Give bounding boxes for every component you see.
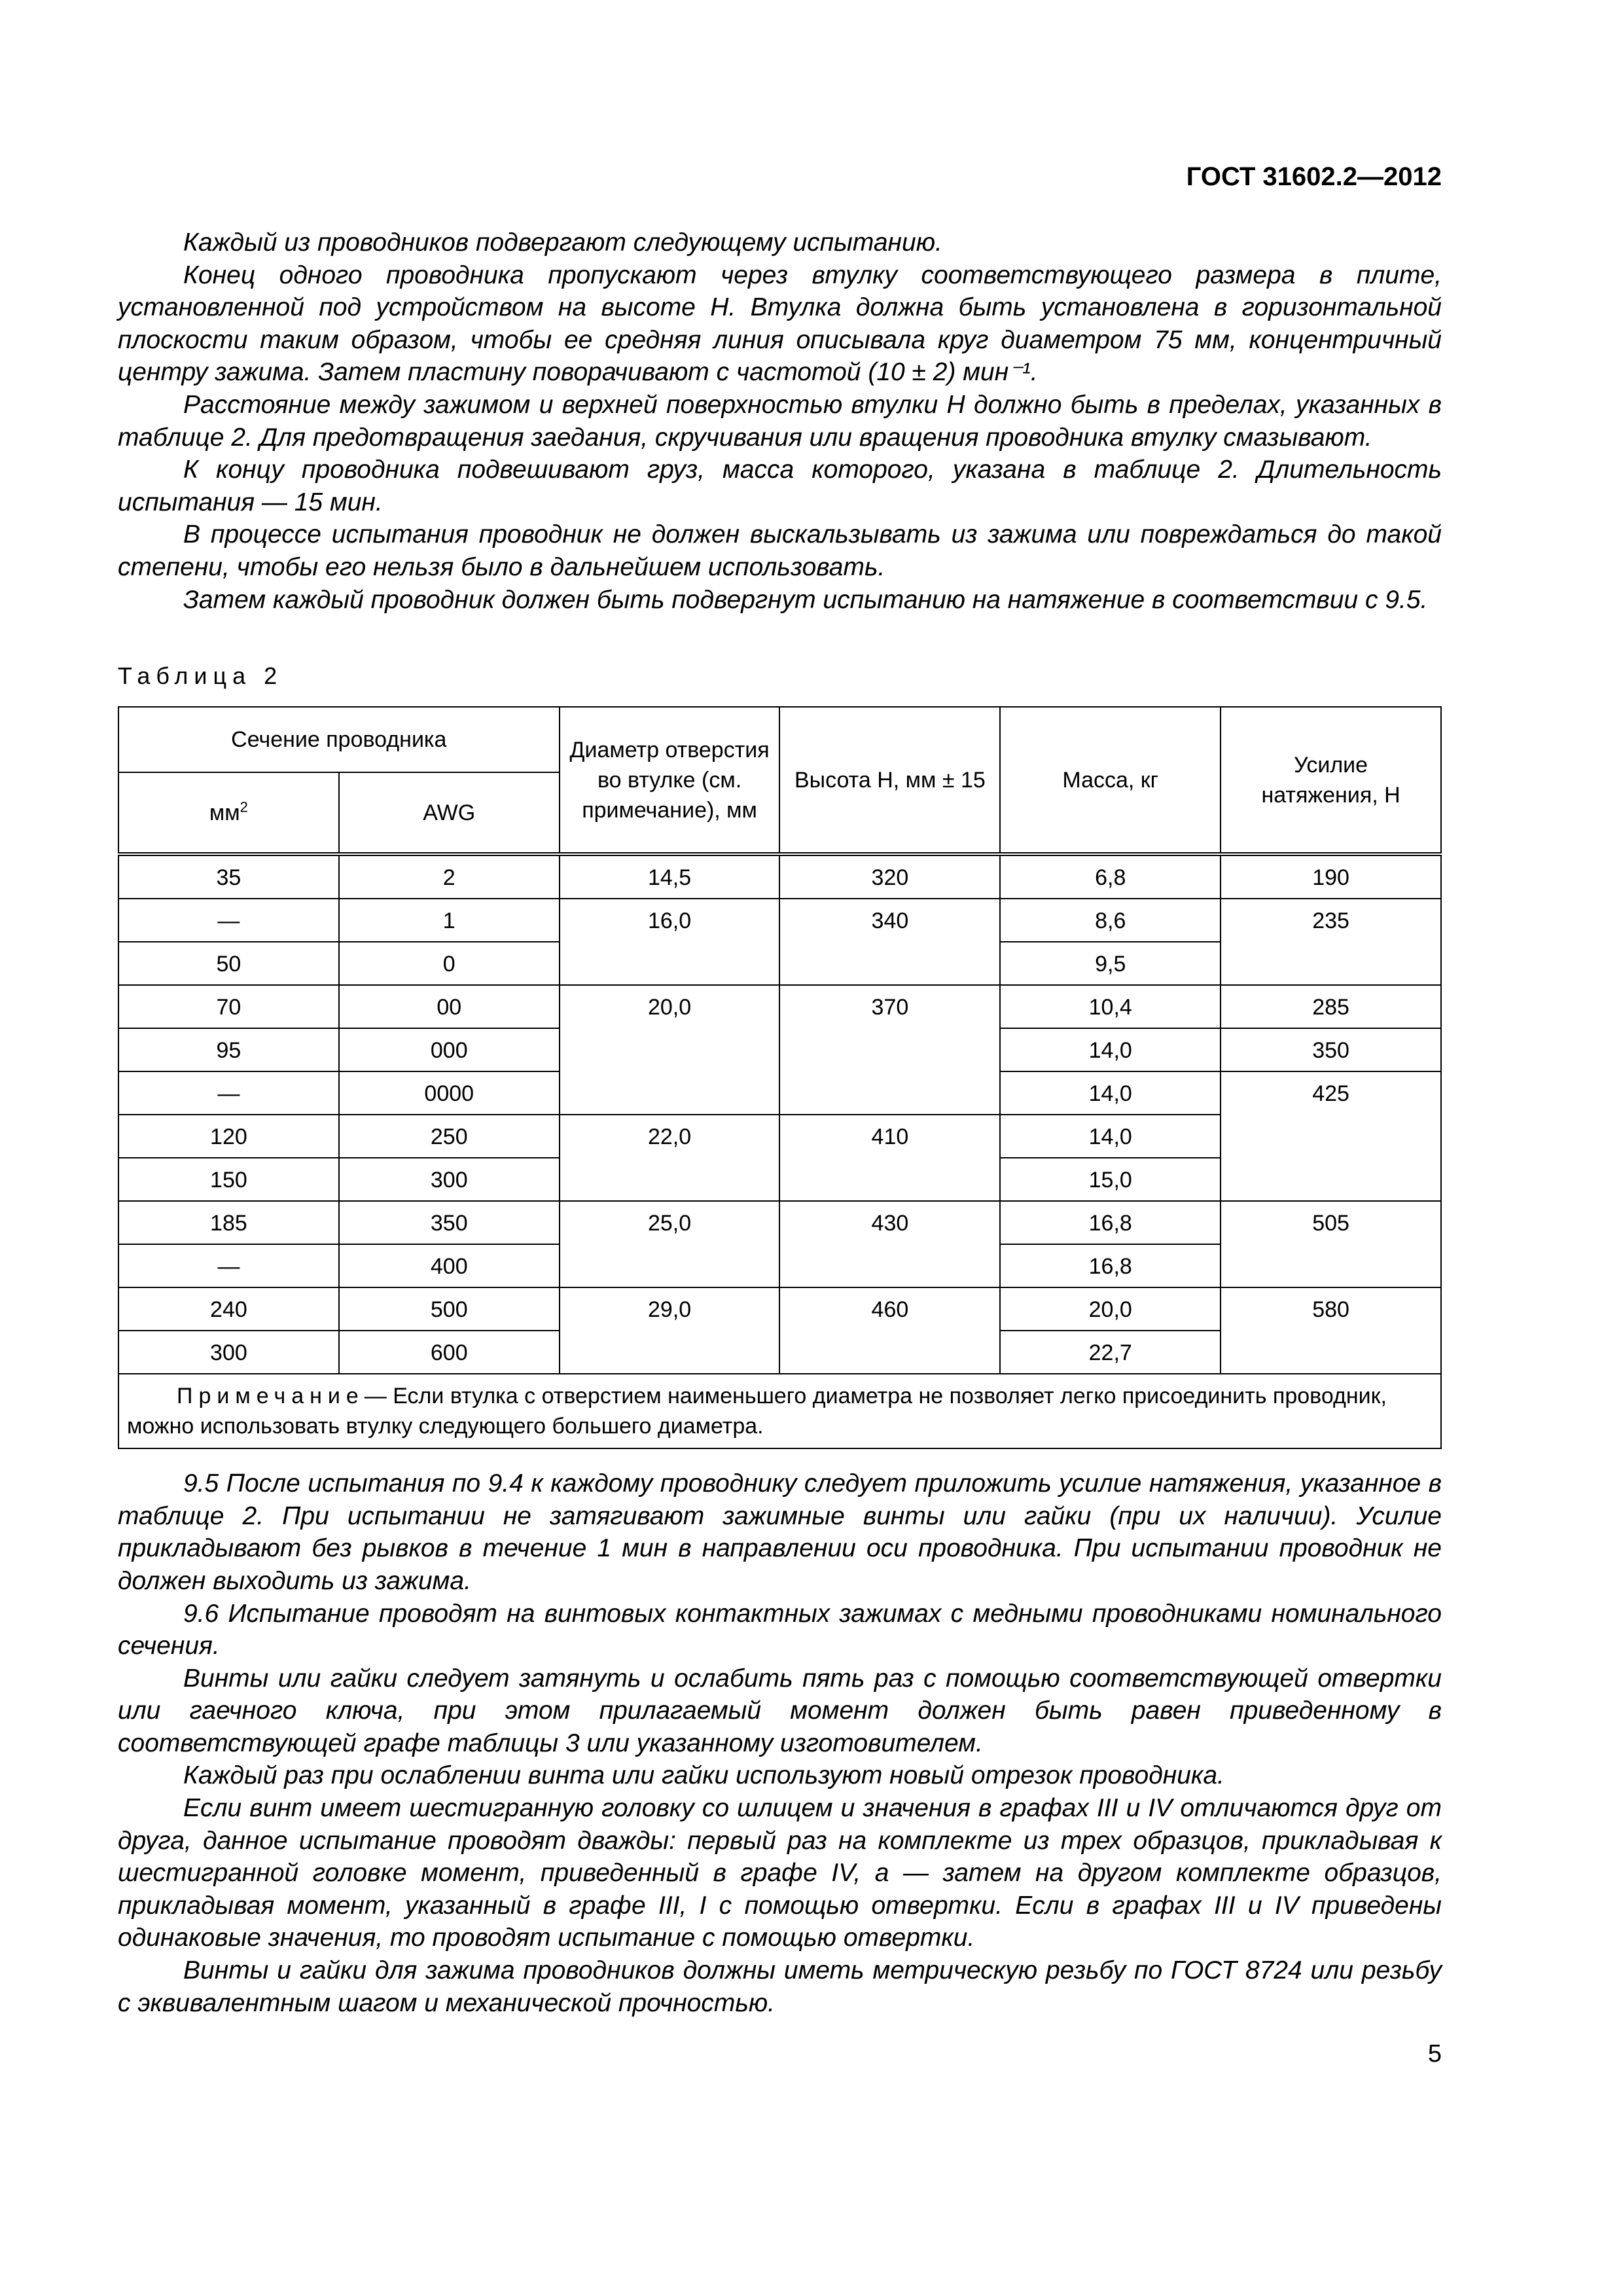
paragraph: Каждый из проводников подвергают следующему испытанию.: [183, 228, 942, 257]
cell-awg: 350: [339, 1201, 560, 1244]
superscript: 2: [240, 798, 248, 816]
paragraph: Расстояние между зажимом и верхней поверхностью втулки H должно быть в пределах, указанных в таблице 2. Для предотвращения заедания, скручивания или вращения проводника втулку смазывают.: [118, 390, 1442, 452]
cell-mm2: 35: [118, 854, 339, 899]
cell-force: 425: [1221, 1071, 1441, 1201]
cell-mm2: 150: [118, 1158, 339, 1201]
header-section: Сечение проводника: [118, 707, 560, 772]
cell-diameter: 20,0: [560, 985, 780, 1115]
cell-force: 505: [1221, 1201, 1441, 1287]
cell-mm2: 70: [118, 985, 339, 1028]
top-text: [118, 226, 1442, 616]
bottom-text: [118, 1467, 1442, 2019]
table-2: [118, 706, 1442, 1449]
cell-awg: 000: [339, 1028, 560, 1071]
cell-mass: 9,5: [1000, 942, 1221, 985]
table-row: [118, 854, 1441, 899]
cell-mm2: —: [118, 899, 339, 942]
table-note: [118, 1374, 1441, 1448]
cell-mass: 16,8: [1000, 1244, 1221, 1287]
cell-awg: 300: [339, 1158, 560, 1201]
cell-awg: 500: [339, 1287, 560, 1331]
header-diameter: Диаметр отверстия во втулке (см. примечание), мм: [560, 707, 780, 854]
cell-awg: 1: [339, 899, 560, 942]
cell-awg: 0000: [339, 1071, 560, 1115]
cell-force: 580: [1221, 1287, 1441, 1374]
paragraph: В процессе испытания проводник не должен выскальзывать из зажима или повреждаться до такой степени, чтобы его нельзя было в дальнейшем использовать.: [118, 520, 1442, 581]
paragraph: К концу проводника подвешивают груз, масса которого, указана в таблице 2. Длительность испытания — 15 мин.: [118, 456, 1442, 516]
cell-mass: 6,8: [1000, 854, 1221, 899]
paragraph: Каждый раз при ослаблении винта или гайки используют новый отрезок проводника.: [183, 1761, 1224, 1790]
cell-mm2: 300: [118, 1331, 339, 1374]
cell-force: 350: [1221, 1028, 1441, 1071]
cell-height: 320: [779, 854, 1000, 899]
paragraph: Винты или гайки следует затянуть и ослабить пять раз с помощью соответствующей отвертки или гаечного ключа, при этом прилагаемый момент должен быть равен приведенному в соответствующей графе таблицы 3 или указанному изготовителем.: [118, 1664, 1442, 1757]
cell-diameter: 14,5: [560, 854, 780, 899]
cell-height: 340: [779, 899, 1000, 985]
cell-force: 190: [1221, 854, 1441, 899]
header-mm2: [118, 772, 339, 854]
cell-mm2: —: [118, 1071, 339, 1115]
header-mm2-text: мм: [209, 800, 240, 825]
paragraph: Затем каждый проводник должен быть подвергнут испытанию на натяжение в соответствии с 9.5.: [183, 585, 1428, 614]
cell-mass: 14,0: [1000, 1115, 1221, 1158]
paragraph: Если винт имеет шестигранную головку со шлицем и значения в графах III и IV отличаются друг от друга, данное испытание проводят дважды: первый раз на комплекте из трех образцов, прикладывая к шестигранной головке момент, приведенный в графе IV, а — затем на другом комплекте образцов, прикладывая момент, указанный в графе III, I с помощью отвертки. Если в графах III и IV приведены одинаковые значения, то проводят испытание с помощью отвертки.: [118, 1794, 1442, 1952]
paragraph: Конец одного проводника пропускают через втулку соответствующего размера в плите, установленной под устройством на высоте H. Втулка должна быть установлена в горизонтальной плоскости таким образом, чтобы ее средняя линия описывала круг диаметром 75 мм, концентричный центру зажима. Затем пластину поворачивают с частотой (10 ± 2) мин⁻¹.: [118, 260, 1442, 387]
table-row: [118, 1201, 1441, 1244]
cell-mass: 14,0: [1000, 1071, 1221, 1115]
header-awg: AWG: [339, 772, 560, 854]
cell-awg: 600: [339, 1331, 560, 1374]
cell-awg: 0: [339, 942, 560, 985]
cell-force: 235: [1221, 899, 1441, 985]
cell-mm2: —: [118, 1244, 339, 1287]
cell-awg: 00: [339, 985, 560, 1028]
cell-height: 430: [779, 1201, 1000, 1287]
cell-diameter: 29,0: [560, 1287, 780, 1374]
paragraph: Винты и гайки для зажима проводников должны иметь метрическую резьбу по ГОСТ 8724 или резьбу с эквивалентным шагом и механической прочностью.: [118, 1956, 1442, 2017]
cell-mm2: 240: [118, 1287, 339, 1331]
cell-mm2: 120: [118, 1115, 339, 1158]
table-row: [118, 1287, 1441, 1331]
page-content: [118, 161, 1442, 2069]
table-row: [118, 985, 1441, 1028]
cell-diameter: 25,0: [560, 1201, 780, 1287]
note-label: Примечание: [177, 1384, 365, 1409]
header-mass: Масса, кг: [1000, 707, 1221, 854]
note-row: [118, 1374, 1441, 1448]
cell-diameter: 22,0: [560, 1115, 780, 1201]
cell-mass: 16,8: [1000, 1201, 1221, 1244]
cell-mm2: 95: [118, 1028, 339, 1071]
cell-diameter: 16,0: [560, 899, 780, 985]
cell-height: 460: [779, 1287, 1000, 1374]
header-force: Усилие натяжения, Н: [1221, 707, 1441, 854]
paragraph: 9.5 После испытания по 9.4 к каждому проводнику следует приложить усилие натяжения, указанное в таблице 2. При испытании не затягивают зажимные винты или гайки (при их наличии). Усилие прикладывают без рывков в течение 1 мин в направлении оси проводника. При испытании проводник не должен выходить из зажима.: [118, 1469, 1442, 1595]
cell-awg: 2: [339, 854, 560, 899]
cell-height: 370: [779, 985, 1000, 1115]
note-text: — Если втулка с отверстием наименьшего диаметра не позволяет легко присоединить проводник, можно использовать втулку следующего большего диаметра.: [127, 1384, 1387, 1439]
cell-mm2: 50: [118, 942, 339, 985]
paragraph: 9.6 Испытание проводят на винтовых контактных зажимах с медными проводниками номинального сечения.: [118, 1599, 1442, 1660]
table-row: [118, 899, 1441, 942]
cell-awg: 400: [339, 1244, 560, 1287]
cell-mass: 14,0: [1000, 1028, 1221, 1071]
cell-mass: 22,7: [1000, 1331, 1221, 1374]
cell-mass: 15,0: [1000, 1158, 1221, 1201]
cell-height: 410: [779, 1115, 1000, 1201]
cell-awg: 250: [339, 1115, 560, 1158]
cell-mass: 8,6: [1000, 899, 1221, 942]
cell-mass: 10,4: [1000, 985, 1221, 1028]
cell-mass: 20,0: [1000, 1287, 1221, 1331]
page-number: 5: [1427, 2040, 1442, 2068]
header-height: Высота H, мм ± 15: [779, 707, 1000, 854]
table-caption: Таблица 2: [118, 662, 283, 690]
cell-force: 285: [1221, 985, 1441, 1028]
document-code: ГОСТ 31602.2—2012: [1186, 162, 1442, 191]
cell-mm2: 185: [118, 1201, 339, 1244]
